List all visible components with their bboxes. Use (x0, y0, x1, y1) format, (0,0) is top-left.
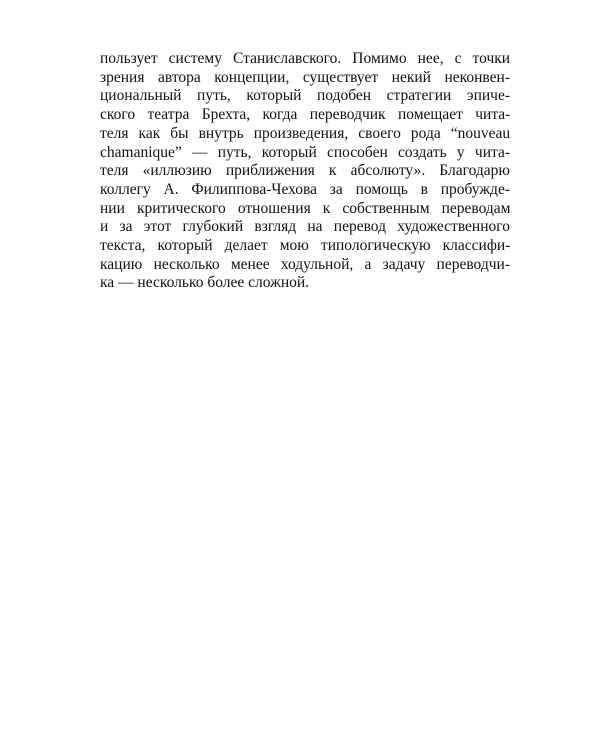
text-line: текста, который делает мою типологическую классифи- (100, 237, 511, 255)
text-line: зрения автора концепции, существует некий неконвен- (100, 68, 510, 86)
text-line: и за этот глубокий взгляд на перевод художественного (100, 218, 510, 236)
text-line: кацию несколько менее ходульной, а задачу переводчи- (100, 255, 510, 273)
text-line-last: ка — несколько более сложной. (100, 274, 310, 292)
text-line: chamanique” — путь, который способен создать у чита- (100, 143, 510, 161)
text-line: пользует систему Станиславского. Помимо нее, с точки (100, 50, 511, 67)
text-line: коллегу А. Филиппова-Чехова за помощь в пробужде- (100, 180, 510, 198)
text-line: нии критического отношения к собственным переводам (100, 199, 511, 217)
paragraph (100, 50, 510, 293)
text-line: циональный путь, который подобен стратегии эпиче- (100, 87, 510, 105)
text-line: теля как бы внутрь произведения, своего рода “nouveau (100, 124, 511, 142)
text-line: ского театра Брехта, когда переводчик помещает чита- (100, 106, 511, 124)
text-line: теля «иллюзию приближения к абсолюту». Благодарю (100, 162, 510, 180)
